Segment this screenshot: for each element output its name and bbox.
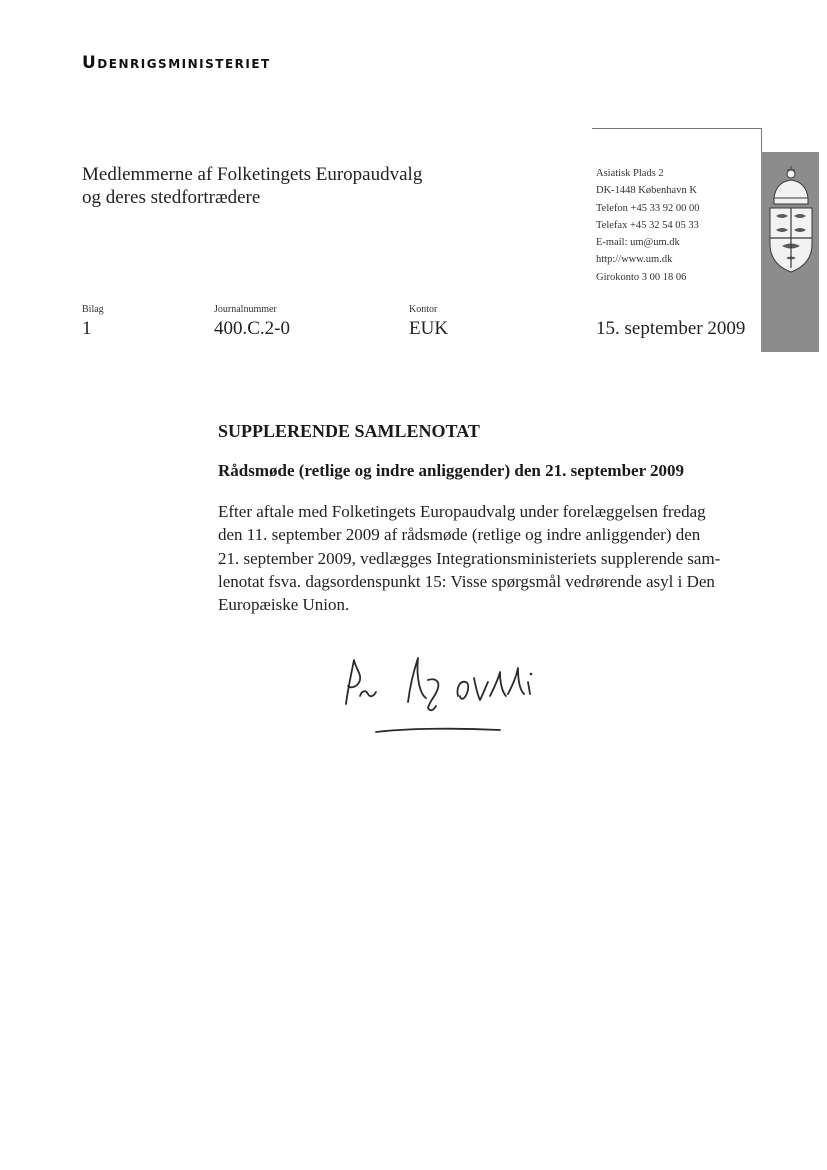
body-line-1: Efter aftale med Folketingets Europaudvalg under forelæggelsen fredag	[218, 502, 706, 521]
document-date: 15. september 2009	[596, 318, 746, 339]
body-line-3: 21. september 2009, vedlægges Integrationsministeriets supplerende sam-	[218, 548, 721, 568]
document-subtitle: Rådsmøde (retlige og indre anliggender) den 21. september 2009	[218, 461, 685, 480]
address-street: Asiatisk Plads 2	[596, 168, 664, 179]
body-line-2: den 11. september 2009 af rådsmøde (retlige og indre anliggender) den	[218, 525, 701, 545]
ministry-name: Udenrigsministeriet	[82, 53, 271, 73]
recipient-line-1: Medlemmerne af Folketingets Europaudvalg	[82, 164, 423, 185]
bilag-label: Bilag	[82, 304, 104, 315]
journal-label: Journalnummer	[214, 304, 277, 315]
recipient-line-2: og deres stedfortrædere	[82, 187, 261, 208]
document-title: SUPPLERENDE SAMLENOTAT	[218, 421, 480, 441]
kontor-label: Kontor	[409, 304, 438, 315]
body-line-4: lenotat fsva. dagsordenspunkt 15: Visse spørgsmål vedrørende asyl i Den	[218, 571, 715, 591]
address-block	[596, 165, 699, 286]
body-line-5: Europæiske Union.	[218, 595, 350, 615]
address-giro: Girokonto 3 00 18 06	[596, 271, 687, 283]
journal-value: 400.C.2-0	[214, 318, 290, 339]
signature-image	[330, 648, 550, 738]
address-postal: DK-1448 København K	[596, 185, 697, 197]
address-divider-tick	[761, 128, 762, 152]
recipient-block	[82, 163, 422, 209]
address-phone: Telefon +45 33 92 00 00	[596, 202, 700, 214]
address-website: http://www.um.dk	[596, 254, 673, 266]
coat-of-arms-icon	[764, 160, 818, 280]
address-fax: Telefax +45 32 54 05 33	[596, 219, 699, 231]
address-email: E-mail: um@um.dk	[596, 237, 680, 249]
address-divider	[592, 128, 762, 129]
bilag-value: 1	[82, 318, 92, 339]
body-paragraph	[218, 500, 736, 616]
kontor-value: EUK	[409, 318, 449, 339]
